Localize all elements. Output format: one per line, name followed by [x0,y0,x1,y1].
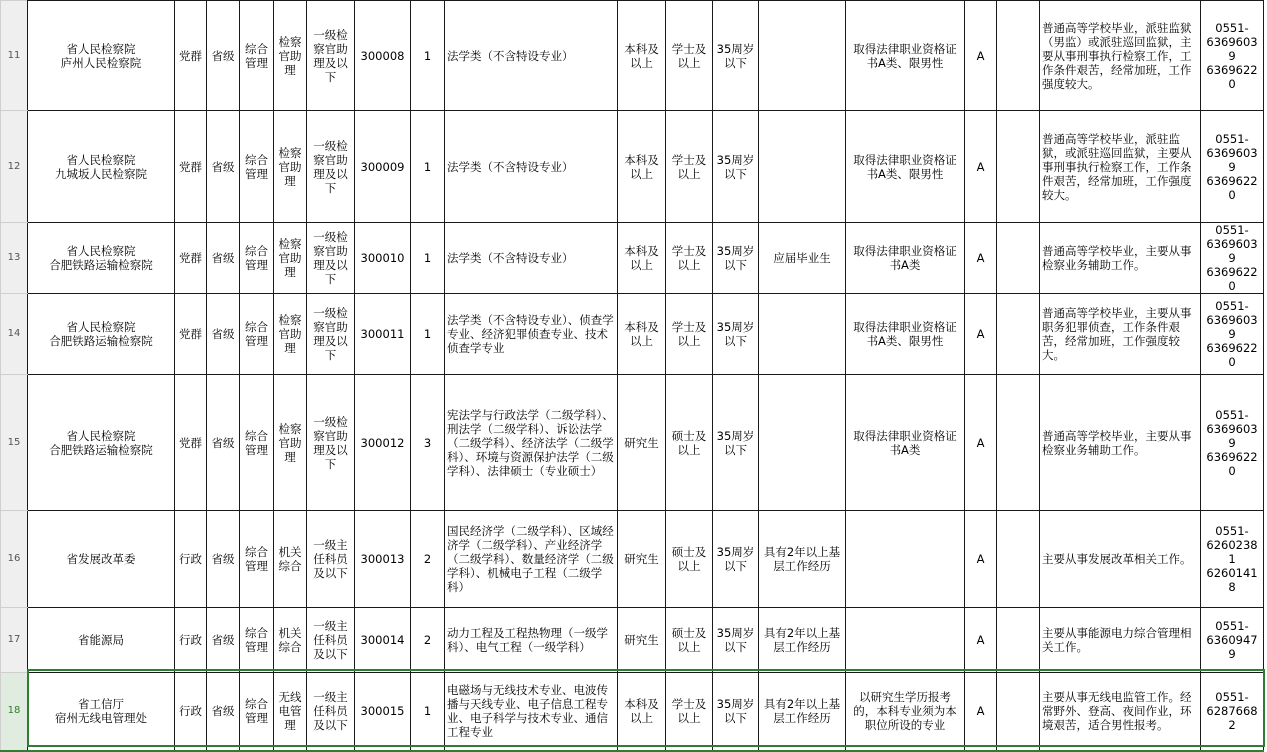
education-cell[interactable]: 本科及以上 [618,223,666,294]
experience-cell[interactable] [759,111,846,223]
department-cell[interactable]: 省人民检察院 合肥铁路运输检察院 [28,223,175,294]
table-row[interactable] [1,111,1264,223]
department-cell[interactable]: 省人民检察院 合肥铁路运输检察院 [28,294,175,375]
department-cell[interactable]: 省人民检察院 九城坂人民检察院 [28,111,175,223]
experience-cell[interactable] [759,1,846,111]
level-cell[interactable]: 省级 [207,375,240,511]
degree-cell[interactable]: 学士及以上 [666,223,713,294]
org-type-cell[interactable]: 党群 [175,1,207,111]
category-cell[interactable]: 综合管理 [240,223,274,294]
row-number-cell[interactable]: 11 [1,1,28,111]
phone-cell[interactable]: 0551- 63696039 63696220 [1201,1,1264,111]
remark-cell[interactable]: 主要从事能源电力综合管理相关工作。 [1040,608,1201,673]
age-cell[interactable]: 35周岁以下 [713,511,759,608]
table-row[interactable] [1,375,1264,511]
row-number-cell[interactable]: 16 [1,511,28,608]
experience-cell[interactable]: 具有2年以上基层工作经历 [759,511,846,608]
row-number-cell[interactable]: 17 [1,608,28,673]
experience-cell[interactable] [759,375,846,511]
exam-category-cell[interactable]: A [965,511,997,608]
age-cell[interactable]: 35周岁以下 [713,673,759,751]
degree-cell[interactable]: 硕士及以上 [666,608,713,673]
major-cell[interactable]: 法学类（不含特设专业） [445,223,618,294]
remark-cell[interactable]: 普通高等学校毕业，派驻监狱（男监）或派驻巡回监狱，主要从事刑事执行检察工作，工作条件艰苦，经常加班，工作强度较大。 [1040,1,1201,111]
headcount-cell[interactable]: 2 [411,511,445,608]
age-cell[interactable]: 35周岁以下 [713,223,759,294]
row-number-cell[interactable]: 18 [1,673,28,751]
headcount-cell[interactable]: 1 [411,223,445,294]
exam-category-cell[interactable]: A [965,111,997,223]
degree-cell[interactable]: 硕士及以上 [666,375,713,511]
age-cell[interactable]: 35周岁以下 [713,111,759,223]
major-cell[interactable]: 电磁场与无线技术专业、电波传播与天线专业、电子信息工程专业、电子科学与技术专业、通信工程专业 [445,673,618,751]
blank-cell[interactable] [997,223,1040,294]
rank-cell[interactable]: 一级检察官助理及以下 [307,111,355,223]
department-cell[interactable]: 省人民检察院 合肥铁路运输检察院 [28,375,175,511]
remark-cell[interactable]: 主要从事无线电监管工作。经常野外、登高、夜间作业，环境艰苦，适合男性报考。 [1040,673,1201,751]
category-cell[interactable]: 综合管理 [240,111,274,223]
position-code-cell[interactable]: 300012 [355,375,411,511]
org-type-cell[interactable]: 行政 [175,511,207,608]
age-cell[interactable]: 35周岁以下 [713,1,759,111]
category-cell[interactable]: 综合管理 [240,294,274,375]
education-cell[interactable]: 本科及以上 [618,1,666,111]
table-row[interactable] [1,294,1264,375]
phone-cell[interactable]: 0551- 63696039 63696220 [1201,375,1264,511]
position-code-cell[interactable]: 300008 [355,1,411,111]
department-cell[interactable]: 省人民检察院 庐州人民检察院 [28,1,175,111]
table-row[interactable] [1,608,1264,673]
level-cell[interactable]: 省级 [207,673,240,751]
exam-category-cell[interactable]: A [965,608,997,673]
other-requirements-cell[interactable]: 以研究生学历报考的，本科专业须为本职位所设的专业 [846,673,965,751]
rank-cell[interactable]: 一级检察官助理及以下 [307,375,355,511]
blank-cell[interactable] [997,111,1040,223]
other-requirements-cell[interactable]: 取得法律职业资格证书A类 [846,223,965,294]
major-cell[interactable]: 国民经济学（二级学科）、区域经济学（二级学科）、产业经济学（二级学科）、数量经济学（二级学科）、机械电子工程（二级学科） [445,511,618,608]
level-cell[interactable]: 省级 [207,223,240,294]
department-cell[interactable]: 省能源局 [28,608,175,673]
blank-cell[interactable] [997,294,1040,375]
level-cell[interactable]: 省级 [207,294,240,375]
category-cell[interactable]: 综合管理 [240,511,274,608]
remark-cell[interactable]: 普通高等学校毕业，派驻监狱，或派驻巡回监狱，主要从事刑事执行检察工作，工作条件艰苦，经常加班，工作强度较大。 [1040,111,1201,223]
row-number-cell[interactable]: 12 [1,111,28,223]
rank-cell[interactable]: 一级主任科员及以下 [307,511,355,608]
major-cell[interactable]: 法学类（不含特设专业） [445,1,618,111]
age-cell[interactable]: 35周岁以下 [713,608,759,673]
other-requirements-cell[interactable] [846,608,965,673]
blank-cell[interactable] [997,375,1040,511]
phone-cell[interactable]: 0551- 63696039 63696220 [1201,223,1264,294]
education-cell[interactable]: 研究生 [618,511,666,608]
age-cell[interactable]: 35周岁以下 [713,375,759,511]
blank-cell[interactable] [997,608,1040,673]
education-cell[interactable]: 本科及以上 [618,294,666,375]
major-cell[interactable]: 法学类（不含特设专业） [445,111,618,223]
org-type-cell[interactable]: 行政 [175,608,207,673]
phone-cell[interactable]: 0551- 63609479 [1201,608,1264,673]
row-number-cell[interactable]: 13 [1,223,28,294]
level-cell[interactable]: 省级 [207,608,240,673]
position-code-cell[interactable]: 300013 [355,511,411,608]
experience-cell[interactable] [759,294,846,375]
category-cell[interactable]: 综合管理 [240,673,274,751]
exam-category-cell[interactable]: A [965,375,997,511]
row-number-cell[interactable]: 15 [1,375,28,511]
rank-cell[interactable]: 一级检察官助理及以下 [307,294,355,375]
org-type-cell[interactable]: 行政 [175,673,207,751]
other-requirements-cell[interactable]: 取得法律职业资格证书A类、限男性 [846,111,965,223]
table-row[interactable] [1,511,1264,608]
category-cell[interactable]: 综合管理 [240,375,274,511]
table-row[interactable] [1,223,1264,294]
exam-category-cell[interactable]: A [965,223,997,294]
position-cell[interactable]: 检察官助理 [274,375,307,511]
position-cell[interactable]: 无线电管理 [274,673,307,751]
position-cell[interactable]: 机关综合 [274,608,307,673]
position-code-cell[interactable]: 300010 [355,223,411,294]
position-cell[interactable]: 检察官助理 [274,1,307,111]
position-cell[interactable]: 检察官助理 [274,223,307,294]
position-code-cell[interactable]: 300009 [355,111,411,223]
other-requirements-cell[interactable] [846,511,965,608]
degree-cell[interactable]: 学士及以上 [666,1,713,111]
department-cell[interactable]: 省工信厅 宿州无线电管理处 [28,673,175,751]
org-type-cell[interactable]: 党群 [175,294,207,375]
row-number-cell[interactable]: 14 [1,294,28,375]
rank-cell[interactable]: 一级主任科员及以下 [307,673,355,751]
phone-cell[interactable]: 0551- 62602381 62601418 [1201,511,1264,608]
exam-category-cell[interactable]: A [965,294,997,375]
education-cell[interactable]: 本科及以上 [618,673,666,751]
blank-cell[interactable] [997,1,1040,111]
table-row[interactable] [1,1,1264,111]
headcount-cell[interactable]: 1 [411,294,445,375]
degree-cell[interactable]: 学士及以上 [666,673,713,751]
position-cell[interactable]: 检察官助理 [274,294,307,375]
education-cell[interactable]: 研究生 [618,608,666,673]
headcount-cell[interactable]: 1 [411,111,445,223]
experience-cell[interactable]: 具有2年以上基层工作经历 [759,673,846,751]
major-cell[interactable]: 宪法学与行政法学（二级学科）、刑法学（二级学科）、诉讼法学（二级学科）、经济法学（二级学科）、环境与资源保护法学（二级学科）、法律硕士（专业硕士） [445,375,618,511]
position-code-cell[interactable]: 300015 [355,673,411,751]
category-cell[interactable]: 综合管理 [240,608,274,673]
other-requirements-cell[interactable]: 取得法律职业资格证书A类、限男性 [846,1,965,111]
org-type-cell[interactable]: 党群 [175,223,207,294]
degree-cell[interactable]: 学士及以上 [666,294,713,375]
remark-cell[interactable]: 主要从事发展改革相关工作。 [1040,511,1201,608]
blank-cell[interactable] [997,511,1040,608]
education-cell[interactable]: 本科及以上 [618,111,666,223]
remark-cell[interactable]: 普通高等学校毕业，主要从事职务犯罪侦查，工作条件艰苦，经常加班，工作强度较大。 [1040,294,1201,375]
department-cell[interactable]: 省发展改革委 [28,511,175,608]
rank-cell[interactable]: 一级检察官助理及以下 [307,1,355,111]
experience-cell[interactable]: 具有2年以上基层工作经历 [759,608,846,673]
level-cell[interactable]: 省级 [207,1,240,111]
rank-cell[interactable]: 一级主任科员及以下 [307,608,355,673]
blank-cell[interactable] [997,673,1040,751]
degree-cell[interactable]: 学士及以上 [666,111,713,223]
level-cell[interactable]: 省级 [207,511,240,608]
rank-cell[interactable]: 一级检察官助理及以下 [307,223,355,294]
age-cell[interactable]: 35周岁以下 [713,294,759,375]
org-type-cell[interactable]: 党群 [175,111,207,223]
phone-cell[interactable]: 0551- 63696039 63696220 [1201,294,1264,375]
other-requirements-cell[interactable]: 取得法律职业资格证书A类 [846,375,965,511]
headcount-cell[interactable]: 3 [411,375,445,511]
phone-cell[interactable]: 0551- 63696039 63696220 [1201,111,1264,223]
other-requirements-cell[interactable]: 取得法律职业资格证书A类、限男性 [846,294,965,375]
table-row[interactable] [1,673,1264,751]
org-type-cell[interactable]: 党群 [175,375,207,511]
headcount-cell[interactable]: 1 [411,673,445,751]
major-cell[interactable]: 法学类（不含特设专业）、侦查学专业、经济犯罪侦查专业、技术侦查学专业 [445,294,618,375]
exam-category-cell[interactable]: A [965,673,997,751]
education-cell[interactable]: 研究生 [618,375,666,511]
headcount-cell[interactable]: 1 [411,1,445,111]
position-code-cell[interactable]: 300011 [355,294,411,375]
exam-category-cell[interactable]: A [965,1,997,111]
remark-cell[interactable]: 普通高等学校毕业，主要从事检察业务辅助工作。 [1040,223,1201,294]
category-cell[interactable]: 综合管理 [240,1,274,111]
position-cell[interactable]: 检察官助理 [274,111,307,223]
position-cell[interactable]: 机关综合 [274,511,307,608]
major-cell[interactable]: 动力工程及工程热物理（一级学科）、电气工程（一级学科） [445,608,618,673]
degree-cell[interactable]: 硕士及以上 [666,511,713,608]
level-cell[interactable]: 省级 [207,111,240,223]
phone-cell[interactable]: 0551- 62876682 [1201,673,1264,751]
experience-cell[interactable]: 应届毕业生 [759,223,846,294]
remark-cell[interactable]: 普通高等学校毕业，主要从事检察业务辅助工作。 [1040,375,1201,511]
position-code-cell[interactable]: 300014 [355,608,411,673]
headcount-cell[interactable]: 2 [411,608,445,673]
